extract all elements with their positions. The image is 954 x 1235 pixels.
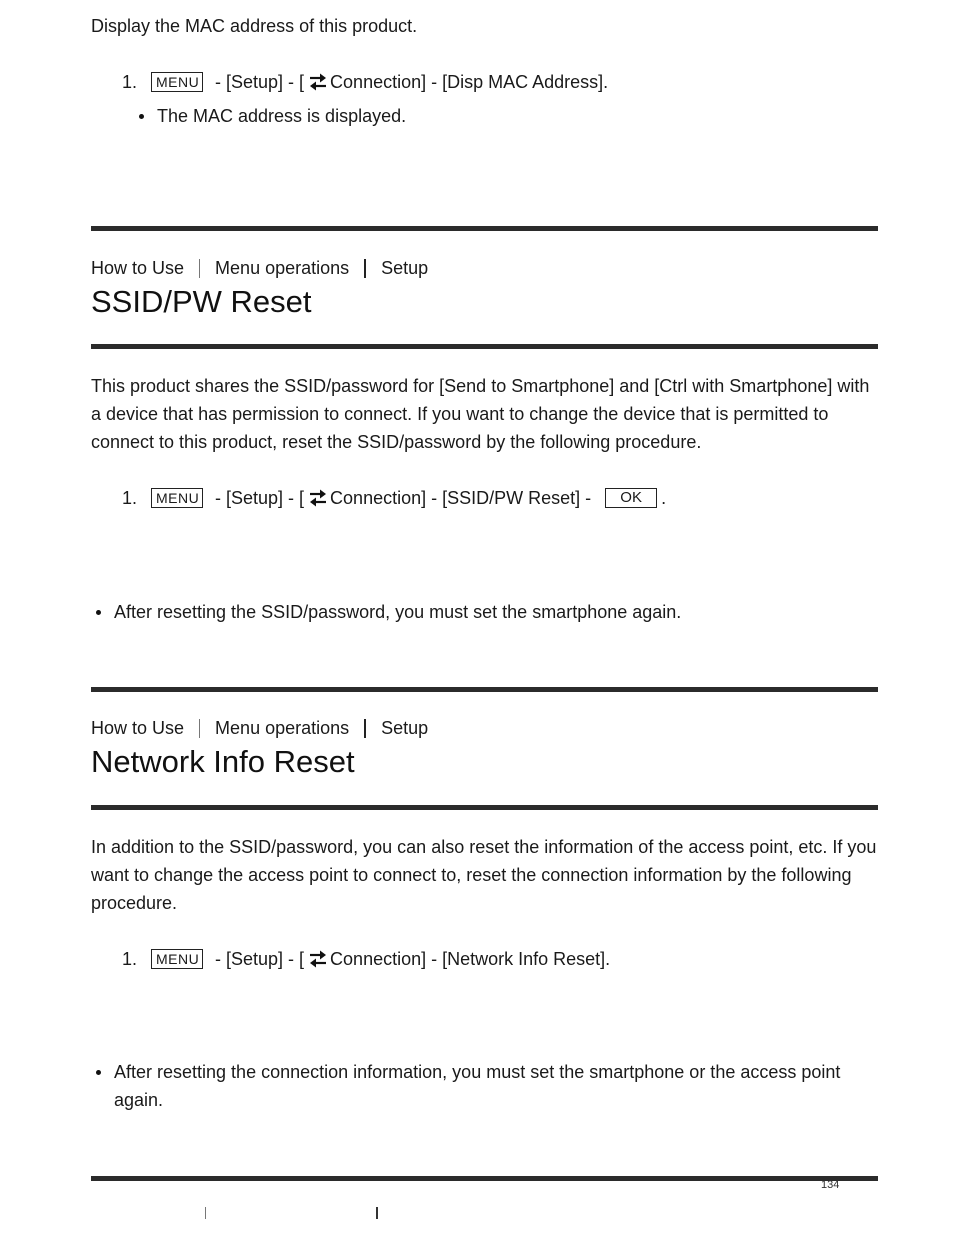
step-text-part1: - [Setup] - [ — [210, 488, 305, 508]
page-title: SSID/PW Reset — [91, 284, 312, 319]
intro-bullet — [157, 102, 406, 130]
breadcrumb-separator — [364, 259, 366, 278]
section-divider — [91, 1176, 878, 1181]
title-divider — [91, 805, 878, 810]
breadcrumb-separator-stub — [376, 1207, 378, 1219]
step-text-part2: Connection] - [Disp MAC Address]. — [330, 72, 609, 92]
breadcrumb-setup[interactable]: Setup — [381, 718, 429, 738]
bullet-dot — [139, 114, 144, 119]
ok-key: OK — [605, 488, 657, 508]
section-paragraph: In addition to the SSID/password, you can also reset the information of the access point, etc. If you want to change the access point to connect to, reset the connection information by the following procedure. — [91, 837, 877, 913]
title-divider — [91, 344, 878, 349]
section-divider — [91, 226, 878, 231]
section-divider — [91, 687, 878, 692]
step-text-part1: - [Setup] - [ — [210, 72, 305, 92]
section-step — [91, 484, 666, 512]
breadcrumb-separator — [199, 719, 200, 738]
connection-arrows-icon — [307, 71, 329, 93]
intro-text: Display the MAC address of this product. — [91, 16, 418, 36]
note-bullet — [114, 598, 681, 626]
step-number: 1. — [121, 949, 137, 969]
note-bullet — [114, 1058, 884, 1114]
menu-key: MENU — [151, 949, 203, 969]
breadcrumb-menu-operations[interactable]: Menu operations — [215, 718, 350, 738]
breadcrumb — [91, 717, 428, 739]
bullet-text: The MAC address is displayed. — [157, 106, 407, 126]
page-number: 134 — [821, 1179, 840, 1191]
breadcrumb-separator — [364, 719, 366, 738]
section-paragraph: This product shares the SSID/password for [Send to Smartphone] and [Ctrl with Smartphone] with a device that has permission to connect. If you want to change the device that is permitted to connect to this product, reset the SSID/password by the following procedure. — [91, 376, 870, 452]
breadcrumb-how-to-use[interactable]: How to Use — [91, 718, 185, 738]
menu-key: MENU — [151, 488, 203, 508]
bullet-text: After resetting the connection information, you must set the smartphone or the access point again. — [114, 1062, 841, 1110]
bullet-dot — [96, 1070, 101, 1075]
menu-key: MENU — [151, 72, 203, 92]
step-number: 1. — [121, 72, 137, 92]
step-text-part1: - [Setup] - [ — [210, 949, 305, 969]
bullet-dot — [96, 610, 101, 615]
connection-arrows-icon — [307, 948, 329, 970]
connection-arrows-icon — [307, 487, 329, 509]
breadcrumb-menu-operations[interactable]: Menu operations — [215, 258, 350, 278]
bullet-text: After resetting the SSID/password, you must set the smartphone again. — [114, 602, 682, 622]
breadcrumb — [91, 257, 428, 279]
breadcrumb-setup[interactable]: Setup — [381, 258, 429, 278]
step-end: . — [661, 488, 667, 508]
breadcrumb-separator-stub — [205, 1207, 206, 1219]
step-number: 1. — [121, 488, 137, 508]
page-title: Network Info Reset — [91, 744, 355, 779]
breadcrumb-separator — [199, 259, 200, 278]
breadcrumb-how-to-use[interactable]: How to Use — [91, 258, 185, 278]
intro-step — [91, 68, 608, 96]
step-text-part2: Connection] - [Network Info Reset]. — [330, 949, 611, 969]
step-text-part2: Connection] - [SSID/PW Reset] - — [330, 488, 597, 508]
section-step — [91, 945, 610, 973]
